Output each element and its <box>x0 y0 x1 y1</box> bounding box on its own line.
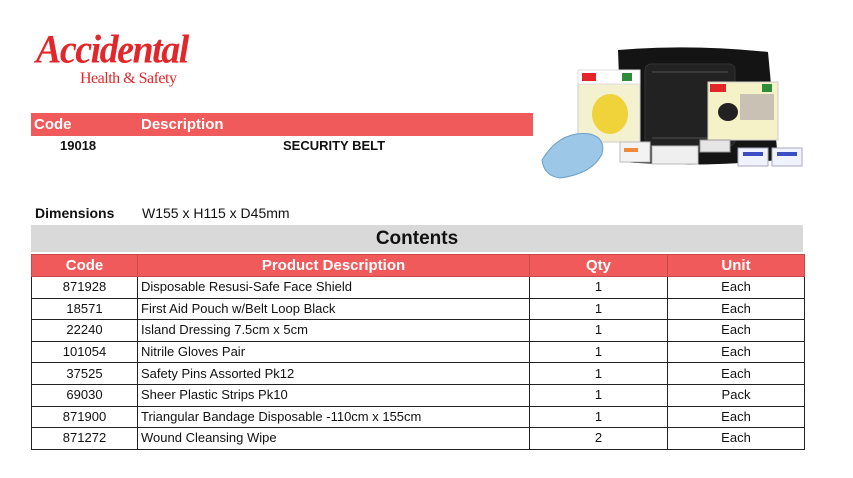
code-header: Code <box>34 116 72 133</box>
row-qty: 1 <box>530 384 668 406</box>
row-description: Island Dressing 7.5cm x 5cm <box>138 320 530 342</box>
row-code: 871928 <box>32 277 138 299</box>
row-description: Triangular Bandage Disposable -110cm x 155cm <box>138 406 530 428</box>
product-code: 19018 <box>60 138 97 153</box>
row-code: 22240 <box>32 320 138 342</box>
product-photo <box>540 42 812 182</box>
row-unit: Each <box>668 428 805 450</box>
row-qty: 1 <box>530 298 668 320</box>
row-description: Sheer Plastic Strips Pk10 <box>138 384 530 406</box>
row-unit: Each <box>668 298 805 320</box>
row-code: 871900 <box>32 406 138 428</box>
table-row <box>32 341 805 363</box>
table-row <box>32 428 805 450</box>
product-description: SECURITY BELT <box>283 138 386 153</box>
row-qty: 1 <box>530 277 668 299</box>
row-description: Safety Pins Assorted Pk12 <box>138 363 530 385</box>
row-unit: Each <box>668 320 805 342</box>
contents-table <box>31 254 805 450</box>
row-code: 18571 <box>32 298 138 320</box>
row-unit: Each <box>668 406 805 428</box>
logo-wordmark: Accidental <box>36 27 188 73</box>
table-row <box>32 298 805 320</box>
contents-title: Contents <box>31 225 803 252</box>
column-header-unit: Unit <box>668 255 805 277</box>
row-qty: 1 <box>530 320 668 342</box>
column-header-qty: Qty <box>530 255 668 277</box>
row-qty: 1 <box>530 341 668 363</box>
company-logo <box>36 27 188 92</box>
row-description: First Aid Pouch w/Belt Loop Black <box>138 298 530 320</box>
table-row <box>32 384 805 406</box>
table-header-row <box>32 255 805 277</box>
row-code: 37525 <box>32 363 138 385</box>
row-unit: Each <box>668 341 805 363</box>
column-header-code: Code <box>32 255 138 277</box>
row-description: Disposable Resusi-Safe Face Shield <box>138 277 530 299</box>
row-code: 101054 <box>32 341 138 363</box>
row-unit: Each <box>668 277 805 299</box>
dimensions-value: W155 x H115 x D45mm <box>142 205 290 221</box>
table-row <box>32 363 805 385</box>
logo-subtitle: Health & Safety <box>80 70 177 87</box>
row-qty: 2 <box>530 428 668 450</box>
row-code: 69030 <box>32 384 138 406</box>
row-description: Wound Cleansing Wipe <box>138 428 530 450</box>
row-qty: 1 <box>530 363 668 385</box>
row-unit: Each <box>668 363 805 385</box>
description-header: Description <box>141 116 224 133</box>
dimensions-label: Dimensions <box>35 205 115 221</box>
row-unit: Pack <box>668 384 805 406</box>
product-header-bar <box>31 113 533 136</box>
column-header-description: Product Description <box>138 255 530 277</box>
table-row <box>32 277 805 299</box>
row-qty: 1 <box>530 406 668 428</box>
table-row <box>32 320 805 342</box>
row-code: 871272 <box>32 428 138 450</box>
table-row <box>32 406 805 428</box>
row-description: Nitrile Gloves Pair <box>138 341 530 363</box>
